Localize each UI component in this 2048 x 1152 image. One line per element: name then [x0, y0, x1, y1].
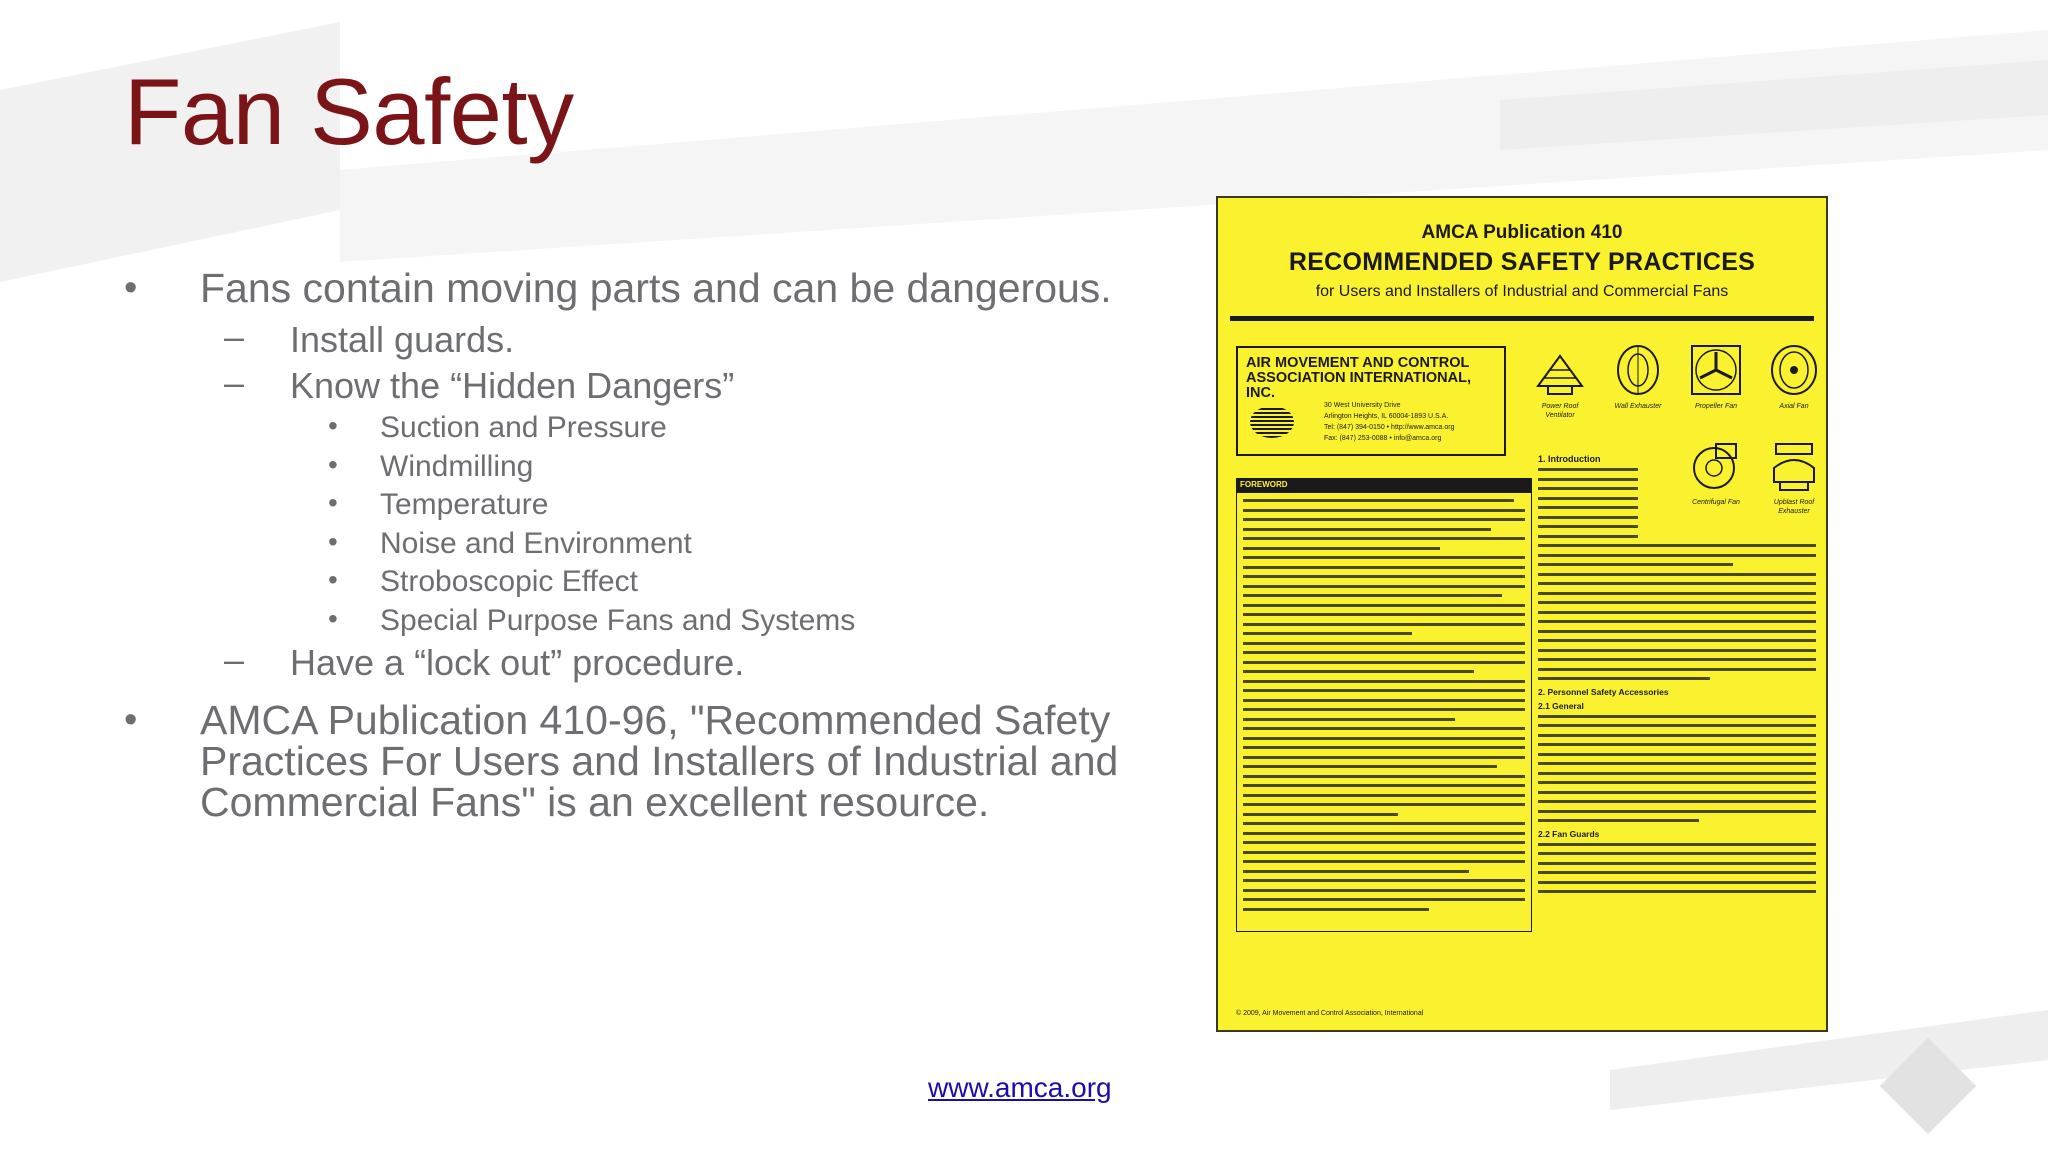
bullet-item — [124, 265, 1164, 311]
bullet-text: Temperature — [380, 488, 549, 521]
dash-marker: – — [224, 639, 245, 680]
address-line: Arlington Heights, IL 60004-1893 U.S.A. — [1324, 413, 1449, 420]
fan-label: Propeller Fan — [1694, 403, 1738, 410]
dash-marker: – — [224, 316, 245, 357]
sub-bullet-item — [124, 317, 1164, 363]
address-line: Fax: (847) 253-0088 • info@amca.org — [1324, 435, 1442, 442]
publication-subtitle: for Users and Installers of Industrial and Commercial Fans — [1315, 283, 1729, 300]
bullet-text: Special Purpose Fans and Systems — [380, 603, 856, 637]
sub-bullet-item — [124, 363, 1164, 409]
association-name: AIR MOVEMENT AND CONTROL ASSOCIATION INTERNATIONAL, INC. — [1246, 355, 1472, 401]
fan-illustration — [1608, 342, 1668, 411]
bullet-text: Know the “Hidden Dangers” — [290, 365, 735, 406]
propeller-fan-icon — [1686, 342, 1746, 398]
sub-sub-bullet-item — [124, 409, 1164, 448]
bullet-text: Stroboscopic Effect — [380, 565, 638, 598]
sub-bullet-item — [124, 640, 1164, 686]
bullet-marker: • — [124, 267, 138, 309]
fan-illustration — [1530, 342, 1590, 420]
bullet-text: Have a “lock out” procedure. — [290, 642, 745, 683]
fan-label: Wall Exhauster — [1614, 403, 1662, 410]
foreword-heading: FOREWORD — [1236, 478, 1532, 492]
amca-globe-logo-icon — [1250, 406, 1294, 438]
wall-exhauster-icon — [1608, 342, 1668, 398]
slide-title: Fan Safety — [124, 59, 574, 164]
section-heading: 2.1 General — [1538, 700, 1584, 711]
fan-label: Axial Fan — [1779, 403, 1809, 410]
association-box — [1236, 346, 1506, 456]
foreword-text-block — [1236, 492, 1532, 932]
address-line: 30 West University Drive — [1324, 402, 1401, 409]
fan-label: Centrifugal Fan — [1692, 499, 1740, 506]
axial-fan-icon — [1764, 342, 1824, 398]
bullet-text: Windmilling — [380, 449, 534, 483]
publication-number: AMCA Publication 410 — [1421, 222, 1623, 243]
bullet-text: Fans contain moving parts and can be dangerous. — [200, 265, 1112, 311]
bullet-item — [124, 697, 1164, 825]
bullet-list — [124, 265, 1164, 831]
introduction-text-block — [1538, 468, 1816, 946]
fan-label: Power Roof Ventilator — [1541, 403, 1579, 419]
section-heading: 2.2 Fan Guards — [1538, 828, 1600, 839]
bullet-marker: • — [328, 487, 338, 518]
publication-cover-image — [1216, 196, 1828, 1032]
fan-illustration — [1764, 342, 1824, 411]
association-address — [1324, 400, 1504, 444]
fan-label: Upblast Roof Exhauster — [1773, 499, 1815, 515]
copyright-notice: © 2009, Air Movement and Control Association, International — [1236, 1010, 1424, 1017]
sub-sub-bullet-item — [124, 602, 1164, 641]
sub-sub-bullet-item — [124, 486, 1164, 525]
amca-website-link[interactable]: www.amca.org — [928, 1072, 1112, 1103]
bullet-text: Suction and Pressure — [380, 411, 667, 444]
section-heading: 1. Introduction — [1538, 454, 1601, 464]
address-line: Tel: (847) 394-0150 • http://www.amca.org — [1324, 424, 1455, 431]
bullet-text: Install guards. — [290, 319, 515, 360]
power-roof-ventilator-icon — [1530, 342, 1590, 398]
title-rule — [1230, 316, 1814, 321]
sub-sub-bullet-item — [124, 563, 1164, 602]
bullet-marker: • — [328, 448, 338, 480]
dash-marker: – — [224, 362, 245, 403]
bullet-marker: • — [328, 410, 338, 441]
bullet-marker: • — [124, 699, 138, 741]
publication-title: RECOMMENDED SAFETY PRACTICES — [1288, 248, 1756, 276]
sub-sub-bullet-item — [124, 448, 1164, 487]
bullet-marker: • — [328, 564, 338, 595]
bullet-text: AMCA Publication 410-96, "Recommended Safety Practices For Users and Installers of Industrial and Commercial Fans" is an excellent resource. — [200, 697, 1119, 825]
bullet-marker: • — [328, 525, 338, 557]
bullet-marker: • — [328, 602, 338, 634]
sub-sub-bullet-item — [124, 525, 1164, 564]
fan-illustration — [1686, 342, 1746, 411]
section-heading: 2. Personnel Safety Accessories — [1538, 686, 1669, 697]
bullet-text: Noise and Environment — [380, 526, 692, 560]
